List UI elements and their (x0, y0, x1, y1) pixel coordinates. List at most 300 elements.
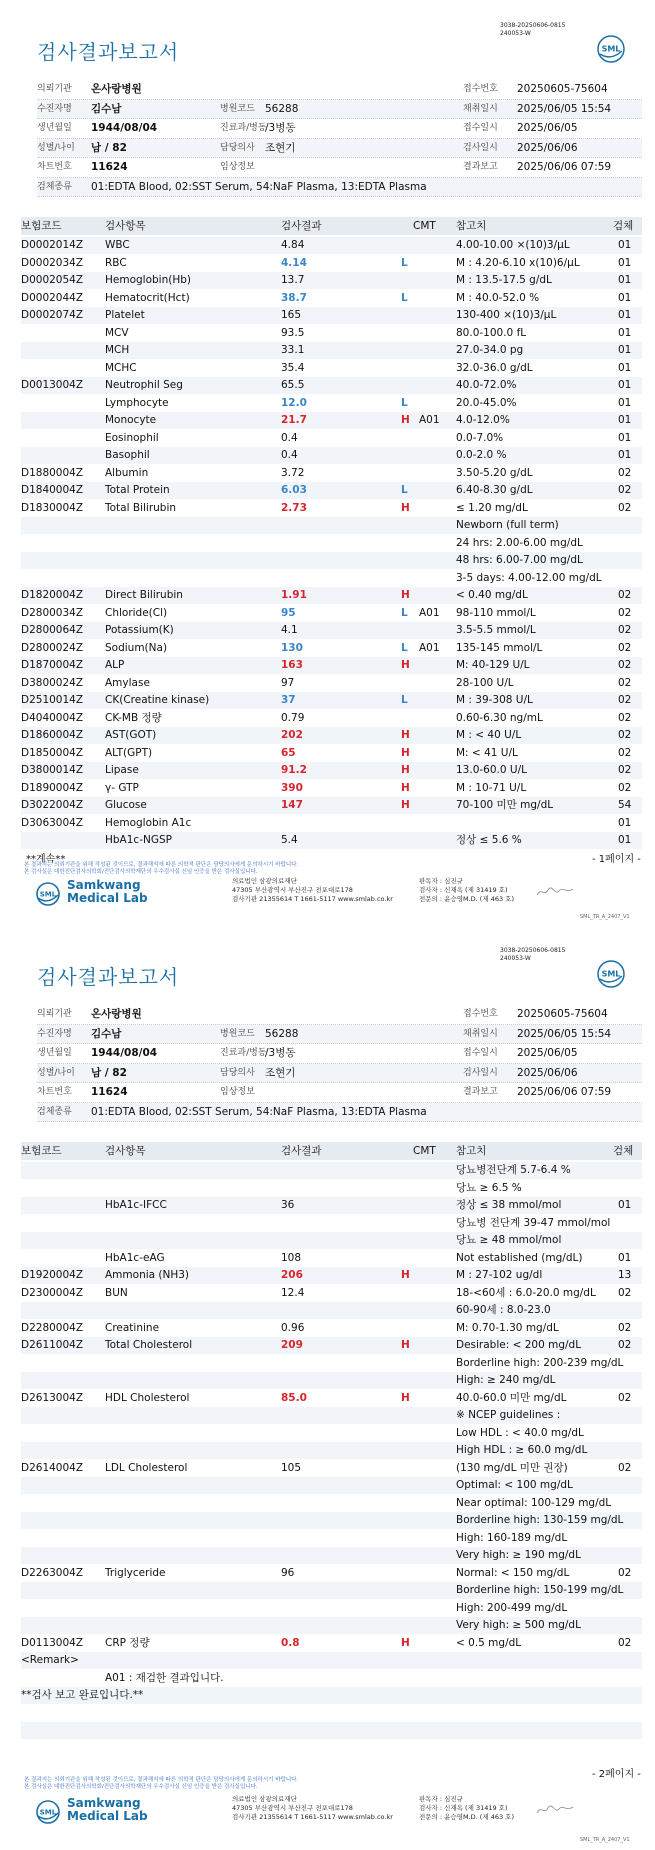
specimen-code: 02 (618, 641, 632, 654)
specimen-code: 01 (618, 379, 632, 391)
form-version: SML_TR_A_2407_V1 (580, 914, 630, 920)
result-value: 95 (281, 606, 296, 619)
test-date: 2025/06/06 (517, 141, 578, 154)
result-code: D0113004Z (21, 1636, 84, 1649)
result-value: 165 (281, 309, 302, 321)
table-row (21, 587, 642, 605)
result-code: <Remark> (21, 1654, 79, 1666)
result-code: D3063004Z (21, 816, 84, 829)
test-name: ALT(GPT) (105, 746, 153, 759)
document-id: 3038-20250606-0815 240053-W (500, 947, 566, 962)
result-value: 96 (281, 1566, 295, 1579)
table-row (21, 622, 642, 640)
hospital-name: 온사랑병원 (91, 1008, 142, 1020)
reference-range: Very high: ≥ 500 mg/dL (456, 1619, 581, 1631)
specimen-code: 02 (618, 729, 632, 741)
table-row (21, 1407, 642, 1425)
result-code: D1830004Z (21, 501, 84, 514)
specimen-types: 01:EDTA Blood, 02:SST Serum, 54:NaF Plasma, 13:EDTA Plasma (91, 1105, 427, 1118)
specimen-code: 02 (618, 1391, 632, 1404)
result-value: 0.8 (281, 1636, 300, 1649)
reference-range: 60-90세 : 8.0-23.0 (456, 1304, 551, 1316)
reference-range: Desirable: < 200 mg/dL (456, 1339, 582, 1351)
result-value: 13.7 (281, 274, 305, 286)
test-name: Chloride(Cl) (105, 606, 168, 619)
result-code: D3800014Z (21, 764, 84, 776)
result-flag: H (401, 746, 410, 759)
receipt-number: 20250605-75604 (517, 83, 608, 95)
result-code: **검사 보고 완료입니다.** (21, 1689, 144, 1701)
table-row (21, 727, 642, 745)
table-row (21, 517, 642, 535)
collect-datetime: 2025/06/05 15:54 (517, 102, 612, 115)
table-row (21, 762, 642, 780)
test-name: CK-MB 정량 (105, 711, 162, 724)
test-name: ALP (105, 659, 125, 671)
result-flag: L (401, 641, 408, 654)
specimen-code: 54 (618, 799, 632, 811)
reference-range: ※ NCEP guidelines : (456, 1409, 561, 1421)
result-value: 105 (281, 1461, 302, 1474)
specimen-code: 02 (618, 694, 632, 706)
table-row (21, 640, 642, 658)
result-flag: H (401, 1269, 410, 1281)
table-row (21, 1740, 642, 1758)
specimen-code: 01 (618, 449, 632, 461)
test-name: Ammonia (NH3) (105, 1269, 190, 1281)
result-flag: H (401, 781, 410, 794)
info-row: 생년월일 1944/08/04 진료과/병동 /3병동 접수일시 2025/06/05 (37, 119, 642, 139)
svg-text:SML: SML (601, 969, 621, 979)
table-row (21, 1285, 642, 1303)
test-name: MCV (105, 326, 129, 339)
result-code: D1850004Z (21, 746, 84, 759)
test-name: Triglyceride (105, 1566, 166, 1579)
patient-name: 김수남 (91, 102, 122, 115)
test-name: Sodium(Na) (105, 641, 168, 654)
test-name: HbA1c-eAG (105, 1251, 165, 1264)
table-row (21, 1547, 642, 1565)
sml-logo-icon (35, 1799, 61, 1825)
reference-range: 28-100 U/L (456, 676, 514, 689)
test-name: RBC (105, 256, 127, 269)
result-value: 4.1 (281, 624, 298, 636)
page-number: - 1페이지 - (592, 854, 641, 865)
test-name: WBC (105, 239, 130, 251)
reference-range: Borderline high: 130-159 mg/dL (456, 1514, 624, 1526)
test-name: Hemoglobin A1c (105, 816, 192, 829)
result-value: 12.4 (281, 1286, 305, 1299)
result-value: 33.1 (281, 344, 305, 356)
result-value: 147 (281, 799, 303, 811)
info-row: 의뢰기관 온사랑병원 접수번호 20250605-75604 (37, 80, 642, 100)
test-name: MCH (105, 344, 130, 356)
reference-range: 3.50-5.20 g/dL (456, 466, 533, 479)
reference-range: 6.40-8.30 g/dL (456, 484, 533, 496)
document-id: 3038-20250606-0815 240053-W (500, 22, 566, 37)
test-name: HbA1c-IFCC (105, 1199, 167, 1211)
result-value: 4.14 (281, 256, 307, 269)
page-title: 검사결과보고서 (37, 40, 180, 64)
result-code: D1880004Z (21, 466, 84, 479)
table-header: 보험코드 검사항목 검사결과 CMT 참고치 검체 (21, 217, 642, 235)
result-code: D0013004Z (21, 379, 84, 391)
table-row (21, 430, 642, 448)
result-value: 37 (281, 694, 296, 706)
specimen-code: 02 (618, 484, 632, 496)
reference-range: High: 200-499 mg/dL (456, 1601, 568, 1614)
result-code: D0002014Z (21, 239, 84, 251)
lab-address: 의료법인 삼광의료재단 47305 부산광역시 부산진구 전포대로178 검사기관 21355614 T 1661-5117 www.smlab.co.kr (232, 877, 393, 903)
test-name: Total Protein (105, 484, 170, 496)
info-row: 생년월일 1944/08/04 진료과/병동 /3병동 접수일시 2025/06/05 (37, 1044, 642, 1064)
specimen-code: 02 (618, 466, 632, 479)
result-comment: A01 (419, 606, 440, 619)
specimen-code: 13 (618, 1269, 632, 1281)
reference-range: M : 10-71 U/L (456, 781, 527, 794)
specimen-code: 01 (618, 361, 632, 374)
reference-range: 3-5 days: 4.00-12.00 mg/dL (456, 571, 602, 584)
result-value: 202 (281, 729, 303, 741)
report-datetime: 2025/06/06 07:59 (517, 1086, 612, 1098)
footer (35, 1793, 635, 1843)
specimen-code: 01 (618, 274, 632, 286)
reference-range: (130 mg/dL 미만 권장) (456, 1461, 568, 1474)
test-name: MCHC (105, 361, 137, 374)
table-row (21, 412, 642, 430)
result-value: 209 (281, 1339, 303, 1351)
svg-text:SML: SML (39, 1808, 57, 1817)
table-row (21, 325, 642, 343)
result-value: 36 (281, 1199, 295, 1211)
reference-range: 0.0-7.0% (456, 431, 504, 444)
department: /3병동 (265, 122, 296, 134)
reference-range: 98-110 mmol/L (456, 606, 536, 619)
signature-image (535, 1803, 575, 1817)
result-value: 91.2 (281, 764, 307, 776)
result-comment: A01 (419, 414, 440, 426)
test-name: Potassium(K) (105, 624, 174, 636)
lab-staff: 판독자 : 심진규 검사자 : 신재옥 (제 31419 호) 전문의 : 윤승영M.D. (제 463 호) (419, 877, 514, 903)
patient-name: 김수남 (91, 1027, 122, 1040)
specimen-code: 01 (618, 431, 632, 444)
result-value: 0.4 (281, 431, 298, 444)
result-flag: H (401, 501, 410, 514)
reference-range: 당뇨 ≥ 6.5 % (456, 1181, 522, 1194)
reference-range: < 0.5 mg/dL (456, 1636, 522, 1649)
doctor-name: 조현기 (265, 141, 296, 154)
report-datetime: 2025/06/06 07:59 (517, 161, 612, 173)
table-row (21, 500, 642, 518)
result-code: D1920004Z (21, 1269, 84, 1281)
svg-text:SML: SML (39, 890, 57, 899)
birth-date: 1944/08/04 (91, 122, 158, 134)
info-row: 수진자명 김수남 병원코드 56288 채취일시 2025/06/05 15:54 (37, 100, 642, 120)
result-value: 1.91 (281, 589, 307, 601)
result-value: 65 (281, 746, 296, 759)
info-row: 의뢰기관 온사랑병원 접수번호 20250605-75604 (37, 1005, 642, 1025)
test-name: BUN (105, 1286, 128, 1299)
table-row (21, 1320, 642, 1338)
table-row (21, 1582, 642, 1600)
result-code: D0002034Z (21, 256, 84, 269)
result-value: 206 (281, 1269, 303, 1281)
table-row (21, 342, 642, 360)
result-code: D2611004Z (21, 1339, 84, 1351)
signature-image (535, 885, 575, 899)
specimen-code: 02 (618, 764, 632, 776)
results-table (21, 237, 642, 850)
result-value: 12.0 (281, 396, 307, 409)
test-name: Amylase (105, 676, 150, 689)
table-row (21, 1617, 642, 1635)
table-row (21, 832, 642, 850)
reference-range: ≤ 1.20 mg/dL (456, 501, 528, 514)
test-name: Albumin (105, 466, 149, 479)
specimen-code: 02 (618, 1636, 632, 1649)
table-row (21, 1372, 642, 1390)
specimen-code: 02 (618, 781, 632, 794)
result-flag: H (401, 659, 410, 671)
table-row (21, 1635, 642, 1653)
reference-range: M : 13.5-17.5 g/dL (456, 274, 552, 286)
test-name: Eosinophil (105, 431, 159, 444)
table-row (21, 447, 642, 465)
reference-range: 18-<60세 : 6.0-20.0 mg/dL (456, 1286, 596, 1299)
result-flag: H (401, 1391, 410, 1404)
result-value: 85.0 (281, 1391, 307, 1404)
table-row (21, 815, 642, 833)
table-row (21, 1460, 642, 1478)
test-name: Total Bilirubin (105, 501, 177, 514)
reference-range: High HDL : ≥ 60.0 mg/dL (456, 1444, 588, 1456)
info-row: 차트번호 11624 임상정보 결과보고 2025/06/06 07:59 (37, 1083, 642, 1103)
table-header: 보험코드 검사항목 검사결과 CMT 참고치 검체 (21, 1142, 642, 1160)
table-row (21, 1302, 642, 1320)
reference-range: 4.00-10.00 ×(10)3/μL (456, 239, 570, 251)
reference-range: 27.0-34.0 pg (456, 344, 524, 356)
birth-date: 1944/08/04 (91, 1047, 158, 1059)
result-code: D0002044Z (21, 291, 84, 304)
page-title: 검사결과보고서 (37, 965, 180, 989)
result-code: D2800024Z (21, 641, 84, 654)
result-value: 130 (281, 641, 303, 654)
reference-range: Borderline high: 200-239 mg/dL (456, 1356, 624, 1369)
sex-age: 남 / 82 (91, 141, 127, 154)
result-code: D1860004Z (21, 729, 84, 741)
table-row (21, 1670, 642, 1688)
table-row (21, 1495, 642, 1513)
reference-range: 40.0-72.0% (456, 379, 517, 391)
sml-logo-icon (35, 881, 61, 907)
reference-range: < 0.40 mg/dL (456, 589, 528, 601)
table-row (21, 1180, 642, 1198)
test-date: 2025/06/06 (517, 1066, 578, 1079)
result-code: D1820004Z (21, 589, 84, 601)
info-row: 성별/나이 남 / 82 담당의사 조현기 검사일시 2025/06/06 (37, 139, 642, 159)
test-name: γ- GTP (105, 781, 139, 794)
specimen-code: 01 (618, 239, 632, 251)
result-value: 0.79 (281, 711, 305, 724)
reference-range: 정상 ≤ 5.6 % (456, 834, 522, 846)
test-name: Lipase (105, 764, 139, 776)
table-row (21, 552, 642, 570)
table-row (21, 395, 642, 413)
specimen-code: 01 (618, 344, 632, 356)
specimen-code: 01 (618, 414, 632, 426)
result-value: 21.7 (281, 414, 307, 426)
specimen-code: 02 (618, 624, 632, 636)
table-row (21, 535, 642, 553)
result-code: D1840004Z (21, 484, 84, 496)
result-code: D1890004Z (21, 781, 84, 794)
patient-info (37, 1005, 642, 1122)
table-row (21, 1162, 642, 1180)
result-value: 0.4 (281, 449, 298, 461)
table-row (21, 692, 642, 710)
result-code: D0002054Z (21, 274, 84, 286)
specimen-code: 02 (618, 1321, 632, 1334)
test-name: Neutrophil Seg (105, 379, 183, 391)
table-row (21, 780, 642, 798)
table-row (21, 1442, 642, 1460)
table-row (21, 1652, 642, 1670)
report-page-2 (0, 925, 655, 1850)
table-row (21, 237, 642, 255)
table-row (21, 1722, 642, 1740)
reference-range: High: 160-189 mg/dL (456, 1531, 568, 1544)
test-name: A01 : 재검한 결과입니다. (105, 1671, 224, 1684)
reference-range: High: ≥ 240 mg/dL (456, 1374, 556, 1386)
department: /3병동 (265, 1047, 296, 1059)
test-name: Total Cholesterol (105, 1339, 193, 1351)
result-code: D1870004Z (21, 659, 84, 671)
lab-address: 의료법인 삼광의료재단 47305 부산광역시 부산진구 전포대로178 검사기관 21355614 T 1661-5117 www.smlab.co.kr (232, 1795, 393, 1821)
specimen-code: 01 (618, 291, 632, 304)
continued-text: **계속** (26, 854, 66, 865)
lab-name: Samkwang Medical Lab (67, 1796, 148, 1823)
reference-range: Near optimal: 100-129 mg/dL (456, 1496, 612, 1509)
test-name: Monocyte (105, 414, 157, 426)
hospital-code: 56288 (265, 1027, 299, 1040)
specimen-code: 02 (618, 1286, 632, 1299)
test-name: Hemoglobin(Hb) (105, 274, 192, 286)
table-row (21, 710, 642, 728)
reference-range: 당뇨병전단계 5.7-6.4 % (456, 1164, 571, 1176)
receipt-number: 20250605-75604 (517, 1008, 608, 1020)
result-value: 163 (281, 659, 303, 671)
result-value: 5.4 (281, 834, 298, 846)
table-row (21, 1355, 642, 1373)
table-row (21, 1337, 642, 1355)
table-row (21, 465, 642, 483)
reference-range: Borderline high: 150-199 mg/dL (456, 1584, 624, 1596)
result-code: D2510014Z (21, 694, 84, 706)
result-comment: A01 (419, 641, 440, 654)
reference-range: M : < 40 U/L (456, 729, 522, 741)
reference-range: 135-145 mmol/L (456, 641, 543, 654)
reference-range: 32.0-36.0 g/dL (456, 361, 533, 374)
table-row (21, 1530, 642, 1548)
reference-range: 24 hrs: 2.00-6.00 mg/dL (456, 536, 583, 549)
result-flag: L (401, 694, 408, 706)
footer (35, 875, 635, 925)
test-name: CRP 정량 (105, 1636, 150, 1649)
reference-range: 48 hrs: 6.00-7.00 mg/dL (456, 554, 583, 566)
reference-range: M : 27-102 ug/dl (456, 1269, 543, 1281)
info-row: 성별/나이 남 / 82 담당의사 조현기 검사일시 2025/06/06 (37, 1064, 642, 1084)
result-code: D2613004Z (21, 1391, 84, 1404)
reference-range: 0.60-6.30 ng/mL (456, 711, 543, 724)
reference-range: 13.0-60.0 U/L (456, 764, 527, 776)
test-name: Hematocrit(Hct) (105, 291, 190, 304)
info-row: 검체종류 01:EDTA Blood, 02:SST Serum, 54:NaF Plasma, 13:EDTA Plasma (37, 178, 642, 198)
result-flag: L (401, 291, 408, 304)
test-name: AST(GOT) (105, 729, 157, 741)
reference-range: 정상 ≤ 38 mmol/mol (456, 1199, 562, 1211)
sml-logo-icon (596, 959, 626, 989)
specimen-code: 01 (618, 1251, 632, 1264)
result-value: 2.73 (281, 501, 307, 514)
result-value: 6.03 (281, 484, 307, 496)
result-value: 38.7 (281, 291, 307, 304)
reference-range: Low HDL : < 40.0 mg/dL (456, 1426, 584, 1439)
test-name: HDL Cholesterol (105, 1391, 190, 1404)
specimen-code: 02 (618, 501, 632, 514)
result-flag: H (401, 589, 410, 601)
reference-range: Newborn (full term) (456, 519, 559, 531)
specimen-code: 01 (618, 834, 632, 846)
specimen-code: 01 (618, 396, 632, 409)
specimen-code: 01 (618, 1199, 632, 1211)
result-value: 35.4 (281, 361, 305, 374)
table-row (21, 1425, 642, 1443)
result-code: D2263004Z (21, 1566, 84, 1579)
specimen-code: 02 (618, 746, 632, 759)
result-code: D2280004Z (21, 1321, 84, 1334)
table-row (21, 307, 642, 325)
reference-range: Normal: < 150 mg/dL (456, 1566, 570, 1579)
test-name: Creatinine (105, 1321, 160, 1334)
specimen-types: 01:EDTA Blood, 02:SST Serum, 54:NaF Plasma, 13:EDTA Plasma (91, 180, 427, 193)
specimen-code: 02 (618, 711, 632, 724)
result-code: D2800034Z (21, 606, 84, 619)
table-row (21, 1600, 642, 1618)
patient-info (37, 80, 642, 197)
reference-range: 3.5-5.5 mmol/L (456, 624, 536, 636)
page-number: - 2페이지 - (592, 1769, 641, 1780)
test-name: Glucose (105, 799, 147, 811)
specimen-code: 02 (618, 1566, 632, 1579)
specimen-code: 02 (618, 659, 632, 671)
svg-text:SML: SML (601, 44, 621, 54)
result-code: D0002074Z (21, 309, 84, 321)
table-row (21, 482, 642, 500)
table-row (21, 657, 642, 675)
result-code: D3800024Z (21, 676, 84, 689)
test-name: Lymphocyte (105, 396, 169, 409)
table-row (21, 570, 642, 588)
result-value: 93.5 (281, 326, 305, 339)
specimen-code: 02 (618, 1339, 632, 1351)
result-value: 4.84 (281, 239, 305, 251)
table-row (21, 255, 642, 273)
info-row: 차트번호 11624 임상정보 결과보고 2025/06/06 07:59 (37, 158, 642, 178)
notice-text: 본 결과지는 의뢰기관을 위해 작성된 것이므로, 결과해석에 따른 의학적 판단은 담당의사에게 문의하시기 바랍니다. 본 검사실은 대한진단검사의학회/진단검사의학재단의 우수검사실 신임 인증을 받은 검사실입니다. (24, 1777, 299, 1790)
hospital-code: 56288 (265, 102, 299, 115)
test-name: LDL Cholesterol (105, 1461, 188, 1474)
result-code: D3022004Z (21, 799, 84, 811)
